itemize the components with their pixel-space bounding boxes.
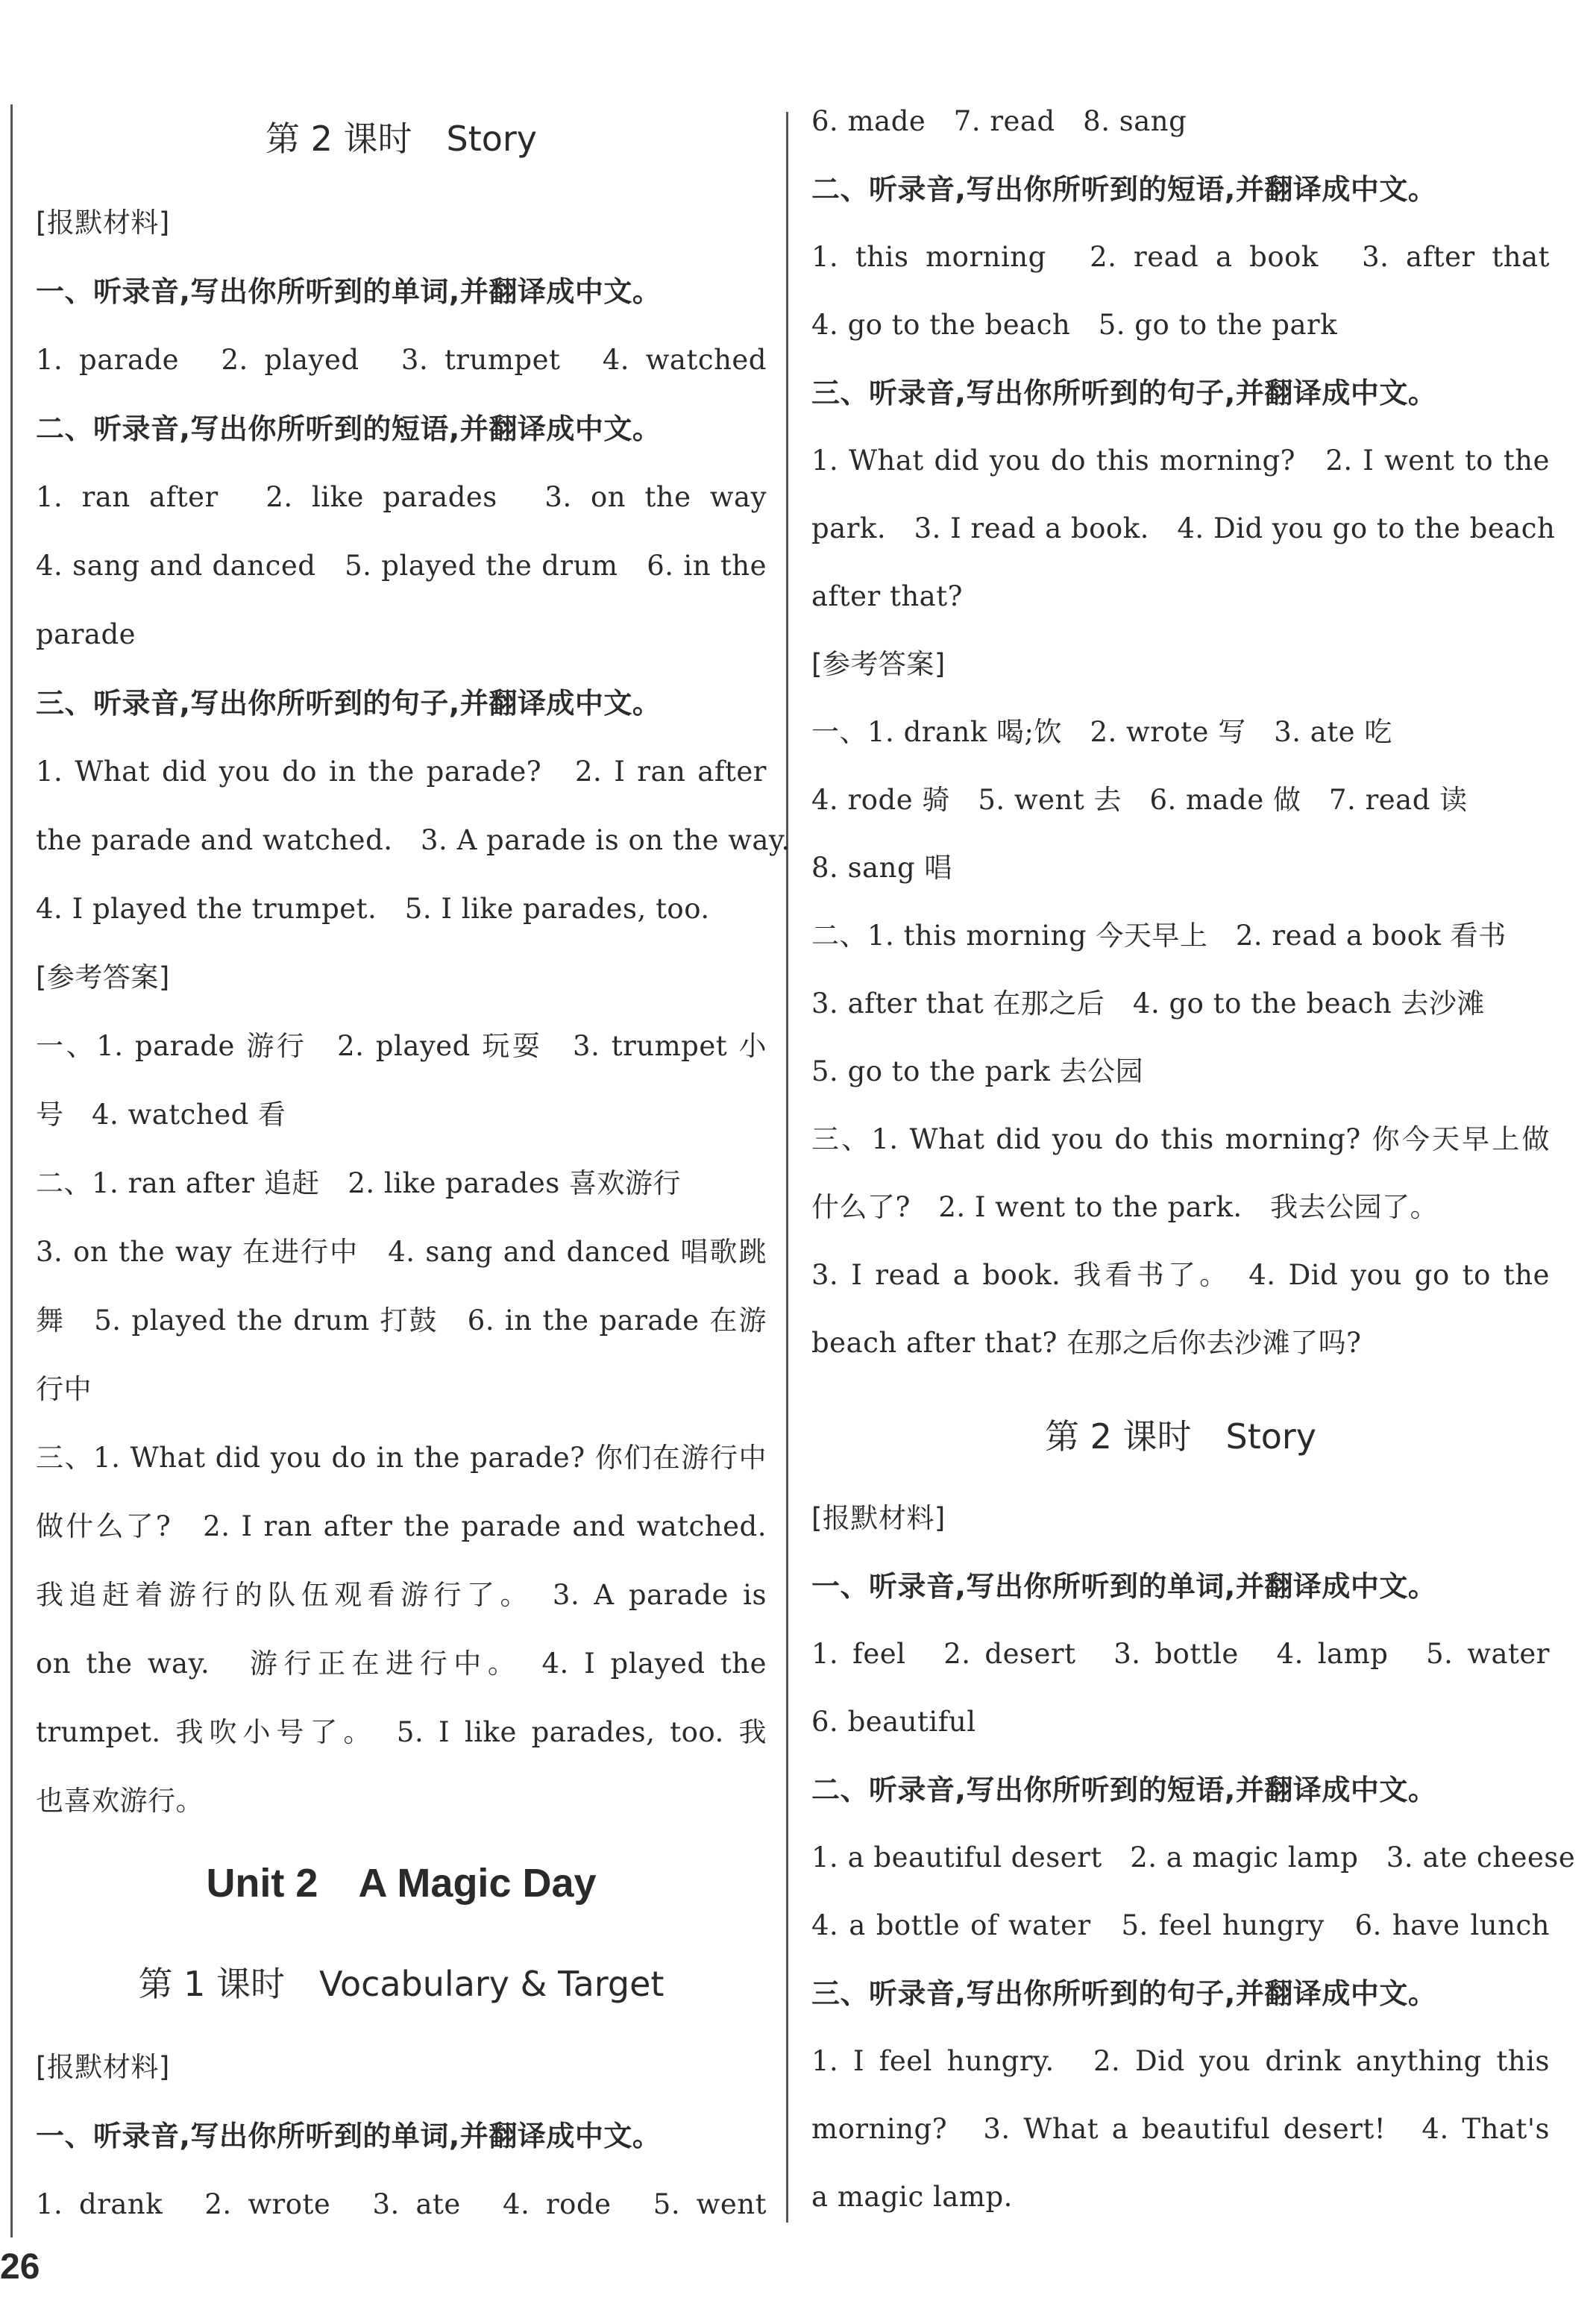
section-heading: 一、听录音,写出你所听到的单词,并翻译成中文。 xyxy=(36,2120,662,2152)
text-line: 1. I feel hungry. 2. Did you drink anything this xyxy=(811,2045,1550,2077)
section-heading: 一、听录音,写出你所听到的单词,并翻译成中文。 xyxy=(811,1570,1437,1603)
text-line: beach after that? 在那之后你去沙滩了吗? xyxy=(811,1327,1362,1359)
text-line: 二、1. this morning 今天早上 2. read a book 看书 xyxy=(811,920,1507,952)
text-line: 4. rode 骑 5. went 去 6. made 做 7. read 读 xyxy=(811,784,1468,816)
section-heading: 一、听录音,写出你所听到的单词,并翻译成中文。 xyxy=(36,275,662,308)
unit-title: Unit 2 A Magic Day xyxy=(206,1861,597,1906)
text-line: 二、1. ran after 追赶 2. like parades 喜欢游行 xyxy=(36,1167,681,1199)
text-line: 行中 xyxy=(36,1373,92,1405)
text-line: 1. this morning 2. read a book 3. after that xyxy=(811,241,1550,273)
text-line: 1. feel 2. desert 3. bottle 4. lamp 5. water xyxy=(811,1638,1550,1670)
text-line: trumpet. 我吹小号了。 5. I like parades, too. 我 xyxy=(36,1716,767,1748)
text-line: 三、1. What did you do in the parade? 你们在游行中 xyxy=(36,1442,767,1474)
text-line: 舞 5. played the drum 打鼓 6. in the parade 在游 xyxy=(36,1304,767,1337)
text-line: 我追赶着游行的队伍观看游行了。 3. A parade is xyxy=(36,1579,767,1611)
section-heading: 三、听录音,写出你所听到的句子,并翻译成中文。 xyxy=(36,687,662,720)
section-heading: 二、听录音,写出你所听到的短语,并翻译成中文。 xyxy=(811,1774,1437,1806)
section-heading: 二、听录音,写出你所听到的短语,并翻译成中文。 xyxy=(811,173,1437,206)
text-line: a magic lamp. xyxy=(811,2181,1013,2213)
text-line: 6. made 7. read 8. sang xyxy=(811,105,1187,137)
text-line: 6. beautiful xyxy=(811,1706,976,1738)
text-line: 1. What did you do in the parade? 2. I ran after xyxy=(36,756,767,788)
text-line: 1. parade 2. played 3. trumpet 4. watched xyxy=(36,344,767,376)
text-line: 3. on the way 在进行中 4. sang and danced 唱歌跳 xyxy=(36,1236,767,1268)
text-line: 1. What did you do this morning? 2. I went to the xyxy=(811,445,1550,477)
lesson-title: 第 1 课时 Vocabulary & Target xyxy=(138,1964,665,2004)
text-line: 1. ran after 2. like parades 3. on the way xyxy=(36,481,767,513)
text-line: 号 4. watched 看 xyxy=(36,1099,286,1131)
text-line: parade xyxy=(36,618,136,650)
text-line: 4. sang and danced 5. played the drum 6. in the xyxy=(36,550,767,582)
text-line: 8. sang 唱 xyxy=(811,852,952,884)
text-line: 也喜欢游行。 xyxy=(36,1785,204,1817)
text-line: morning? 3. What a beautiful desert! 4. That's xyxy=(811,2113,1550,2145)
text-line: 4. a bottle of water 5. feel hungry 6. have lunch xyxy=(811,1909,1550,1941)
text-line: the parade and watched. 3. A parade is on the way. xyxy=(36,824,791,856)
answer-tag: [参考答案] xyxy=(811,648,946,680)
text-line: 5. go to the park 去公园 xyxy=(811,1055,1144,1087)
text-line: 一、1. drank 喝;饮 2. wrote 写 3. ate 吃 xyxy=(811,716,1392,748)
text-line: 三、1. What did you do this morning? 你今天早上做 xyxy=(811,1123,1550,1155)
section-heading: 三、听录音,写出你所听到的句子,并翻译成中文。 xyxy=(811,377,1437,409)
text-line: 什么了? 2. I went to the park. 我去公园了。 xyxy=(811,1191,1439,1223)
text-line: on the way. 游行正在进行中。 4. I played the xyxy=(36,1648,767,1680)
section-heading: 三、听录音,写出你所听到的句子,并翻译成中文。 xyxy=(811,1977,1437,2010)
section-heading: 二、听录音,写出你所听到的短语,并翻译成中文。 xyxy=(36,412,662,445)
text-line: park. 3. I read a book. 4. Did you go to the beach xyxy=(811,512,1556,544)
text-line: after that? xyxy=(811,580,963,612)
text-line: 做什么了? 2. I ran after the parade and watched. xyxy=(36,1510,767,1542)
column-divider xyxy=(786,112,788,2223)
answer-tag: [参考答案] xyxy=(36,961,170,993)
lesson-title: 第 2 课时 Story xyxy=(1044,1416,1317,1457)
text-line: 1. a beautiful desert 2. a magic lamp 3. ate cheese xyxy=(811,1841,1576,1874)
lesson-title: 第 2 课时 Story xyxy=(265,119,538,159)
text-line: 4. go to the beach 5. go to the park xyxy=(811,309,1338,341)
script-material-tag: [报默材料] xyxy=(811,1502,946,1534)
script-material-tag: [报默材料] xyxy=(36,2051,170,2083)
text-line: 4. I played the trumpet. 5. I like parades, too. xyxy=(36,893,710,925)
left-edge-line xyxy=(10,104,13,2237)
text-line: 3. I read a book. 我看书了。 4. Did you go to the xyxy=(811,1259,1550,1291)
text-line: 3. after that 在那之后 4. go to the beach 去沙滩 xyxy=(811,987,1485,1020)
text-line: 1. drank 2. wrote 3. ate 4. rode 5. went xyxy=(36,2188,767,2220)
script-material-tag: [报默材料] xyxy=(36,207,170,239)
text-line: 一、1. parade 游行 2. played 玩耍 3. trumpet 小 xyxy=(36,1030,767,1062)
page-number: 26 xyxy=(0,2247,40,2287)
